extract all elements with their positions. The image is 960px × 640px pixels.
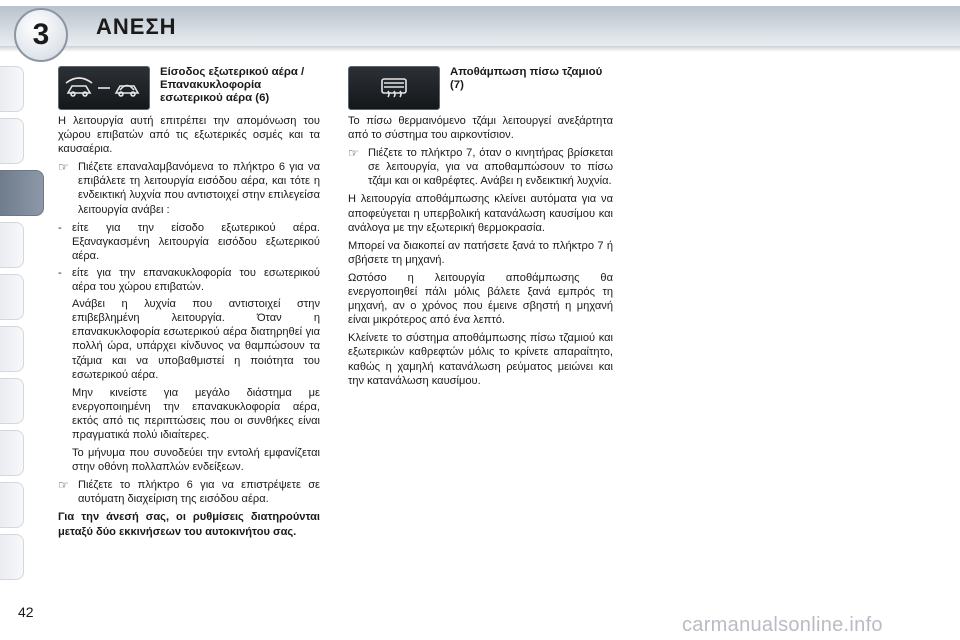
page-number: 42 xyxy=(18,604,34,620)
left-para-3: Το μήνυμα που συνοδεύει την εντολή εμφανίζεται στην οθόνη πολλαπλών ενδείξεων. xyxy=(72,447,320,474)
hand-pointer-icon: ☞ xyxy=(348,146,359,161)
right-para-3: Ωστόσο η λειτουργία αποθάμπωσης θα ενεργοποιηθεί πάλι μόλις βάλετε ξανά εμπρός τη μηχανή, αν ο χρόνος που έμεινε σβηστή η μηχανή είναι μικρότερος από ένα λεπτό. xyxy=(348,271,613,327)
chapter-tab[interactable] xyxy=(0,378,24,424)
right-column xyxy=(348,66,613,392)
left-bullet-2-text: Πιέζετε το πλήκτρο 6 για να επιστρέψετε σε αυτόματη διαχείριση της εισόδου αέρα. xyxy=(78,479,320,506)
left-para-1: Ανάβει η λυχνία που αντιστοιχεί στην επιβεβλημένη λειτουργία. Όταν η επανακυκλοφορία εσωτερικού αέρα διατηρηθεί για πολλή ώρα, υπάρχει κίνδυνος να θαμπώσουν τα τζάμια και να υποβαθμιστεί η ποιότητα του εσωτερικού αέρα. xyxy=(72,298,320,381)
right-para-2: Μπορεί να διακοπεί αν πατήσετε ξανά το πλήκτρο 7 ή σβήσετε τη μηχανή. xyxy=(348,239,613,266)
left-intro: Η λειτουργία αυτή επιτρέπει την απομόνωση του χώρου επιβατών από τις εξωτερικές οσμές και τα καυσαέρια. xyxy=(58,115,320,156)
header-shadow xyxy=(0,46,960,52)
left-dash-2 xyxy=(58,266,320,294)
left-feature-head xyxy=(58,66,320,110)
left-final-note: Για την άνεσή σας, οι ρυθμίσεις διατηρούνται μεταξύ δύο εκκινήσεων του αυτοκινήτου σας. xyxy=(58,511,320,538)
chapter-tab[interactable] xyxy=(0,274,24,320)
left-dash-1-text: είτε για την είσοδο εξωτερικού αέρα. Εξαναγκασμένη λειτουργία εισόδου εξωτερικού αέρα. xyxy=(72,221,320,262)
chapter-tab[interactable] xyxy=(0,430,24,476)
air-recirculation-icon xyxy=(58,66,150,110)
chapter-tab[interactable] xyxy=(0,118,24,164)
chapter-title: ΑΝΕΣΗ xyxy=(96,14,177,39)
chapter-header xyxy=(0,0,960,62)
watermark: carmanualsonline.info xyxy=(682,614,883,636)
right-bullet-1 xyxy=(348,146,613,188)
dash-mark: - xyxy=(58,221,62,234)
hand-pointer-icon: ☞ xyxy=(58,160,69,175)
left-para-2: Μην κινείστε για μεγάλο διάστημα με ενεργοποιημένη την επανακυκλοφορία αέρα, εκτός από τις περιπτώσεις που οι συνθήκες είναι πραγματικά πολύ ιδιαίτερες. xyxy=(72,386,320,441)
dash-mark: - xyxy=(58,266,62,279)
chapter-tab-active[interactable] xyxy=(0,170,44,216)
left-dash-2-text: είτε για την επανακυκλοφορία του εσωτερικού αέρα του χώρου επιβατών. xyxy=(72,266,320,294)
chapter-tab[interactable] xyxy=(0,482,24,528)
right-bullet-1-text: Πιέζετε το πλήκτρο 7, όταν ο κινητήρας βρίσκεται σε λειτουργία, για να αποθαμπώσουν το πίσω τζάμι και οι καθρέφτες. Ανάβει η ενδεικτική λυχνία. xyxy=(368,147,613,188)
right-intro: Το πίσω θερμαινόμενο τζάμι λειτουργεί ανεξάρτητα από το σύστημα του αιρκοντίσιον. xyxy=(348,115,613,142)
chapter-tab[interactable] xyxy=(0,222,24,268)
chapter-tab[interactable] xyxy=(0,534,24,580)
left-bullet-2 xyxy=(58,478,320,506)
left-heading: Είσοδος εξωτερικού αέρα / Επανακυκλοφορία εσωτερικού αέρα (6) xyxy=(160,66,305,105)
left-bullet-1-text: Πιέζετε επαναλαμβανόμενα το πλήκτρο 6 για να επιβάλετε τη λειτουργία εισόδου αέρα, και τότε η ενδεικτική λυχνία που αντιστοιχεί στην επιλεγείσα λειτουργία ανάβει : xyxy=(78,161,320,216)
chapter-tabs xyxy=(0,66,40,606)
right-heading: Αποθάμπωση πίσω τζαμιού (7) xyxy=(450,66,603,92)
left-dash-1 xyxy=(58,221,320,263)
left-bullet-1 xyxy=(58,160,320,216)
right-para-1: Η λειτουργία αποθάμπωσης κλείνει αυτόματα για να αποφεύγεται η υπερβολική κατανάλωση καυσίμου και ανάλογα με την εξωτερική θερμοκρασία. xyxy=(348,193,613,234)
chapter-badge xyxy=(14,8,68,62)
rear-defrost-icon xyxy=(348,66,440,110)
right-para-4: Κλείνετε το σύστημα αποθάμπωσης πίσω τζαμιού και εξωτερικών καθρεφτών μόλις το κρίνετε απαραίτητο, καθώς η χαμηλή κατανάλωση ρεύματος μειώνει και την κατανάλωση καυσίμου. xyxy=(348,332,613,387)
chapter-tab[interactable] xyxy=(0,326,24,372)
right-feature-head xyxy=(348,66,613,110)
chapter-number: 3 xyxy=(32,18,50,51)
left-column xyxy=(58,66,320,543)
hand-pointer-icon: ☞ xyxy=(58,478,69,493)
chapter-tab[interactable] xyxy=(0,66,24,112)
